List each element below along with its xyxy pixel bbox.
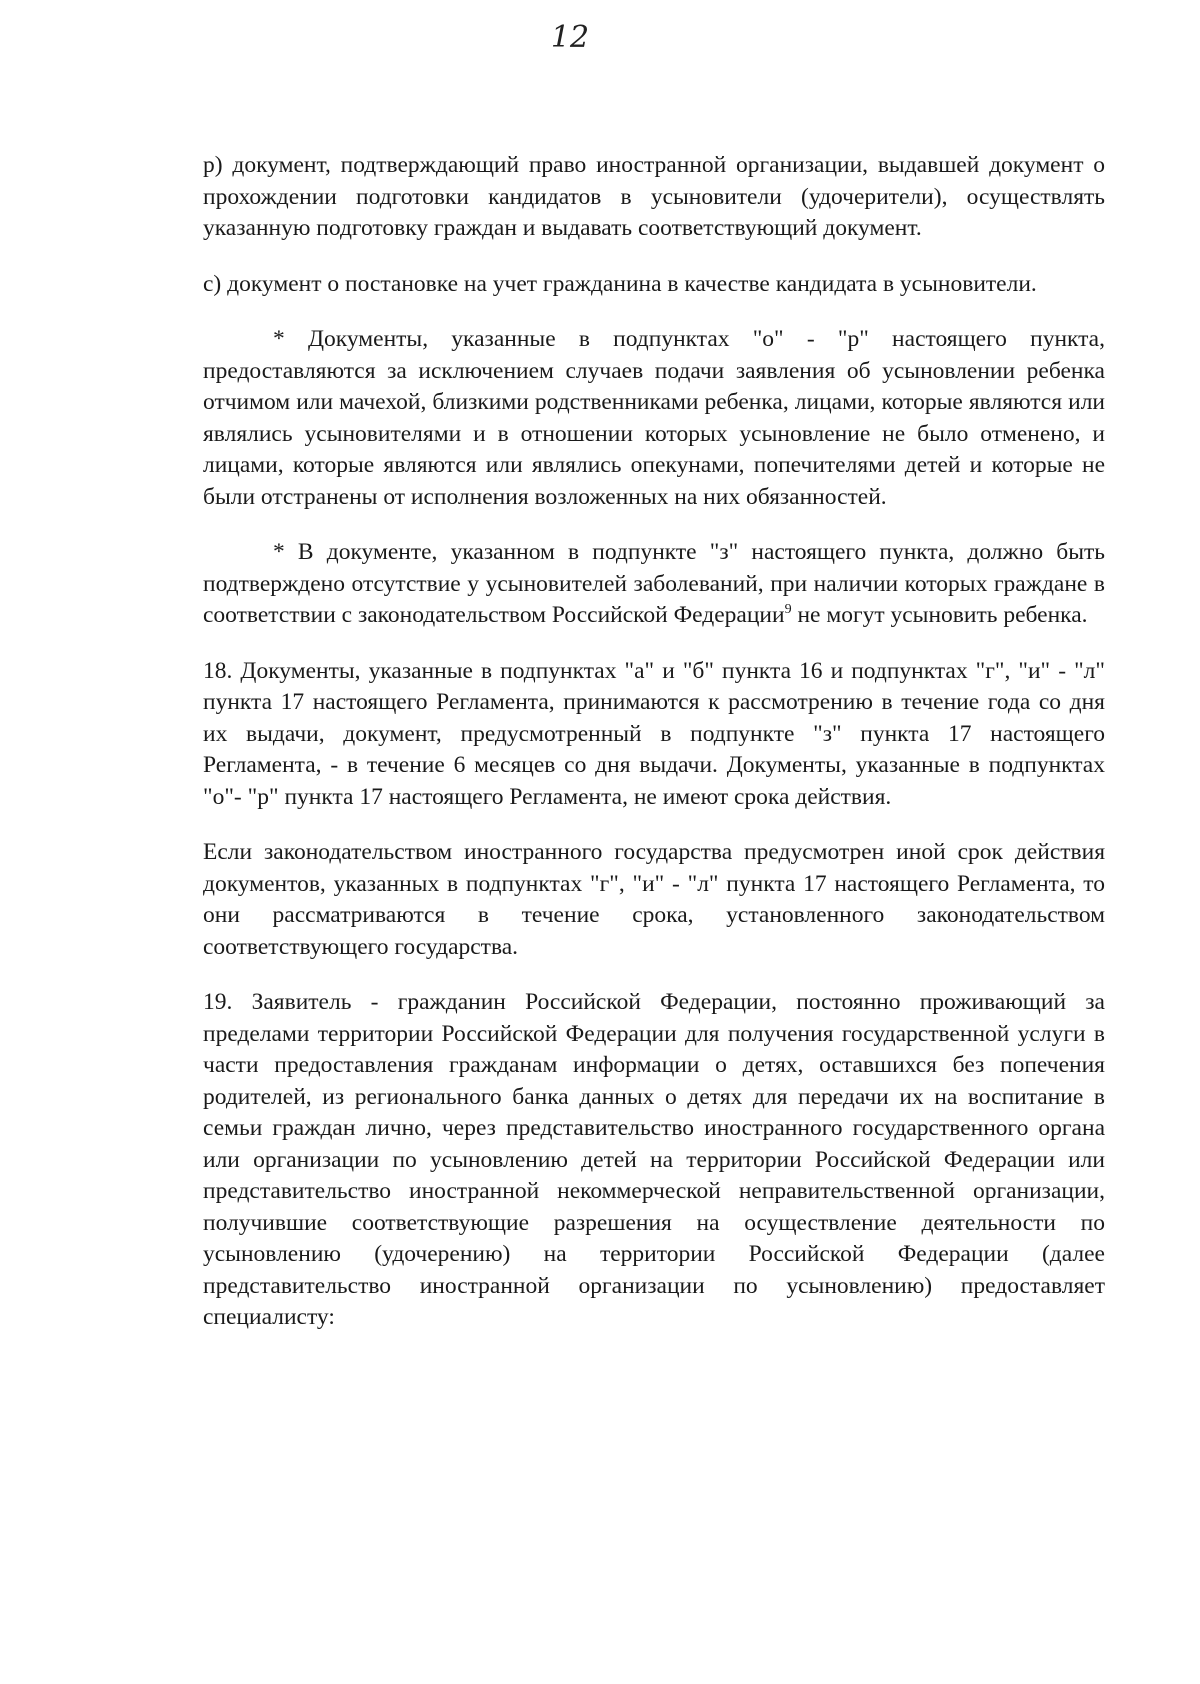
paragraph-subitem-s: с) документ о постановке на учет гражданина в качестве кандидата в усыновители.: [203, 270, 1037, 297]
note-health-text: * В документе, указанном в подпункте "з" настоящего пункта, должно быть подтверждено отсутствие у усыновителей заболеваний, при наличии которых граждане в соответствии с законодательством Российской Федерации: [203, 539, 1105, 628]
document-body: [203, 150, 1105, 1358]
paragraph-subitem-r: р) документ, подтверждающий право иностранной организации, выдавшей документ о прохождении подготовки кандидатов в усыновители (удочерители), осуществлять указанную подготовку граждан и выдавать соответствующий документ.: [203, 152, 1105, 241]
note-health-tail: не могут усыновить ребенка.: [791, 602, 1088, 628]
paragraph-note-health: [203, 537, 1105, 632]
paragraph-item-18: 18. Документы, указанные в подпунктах "а" и "б" пункта 16 и подпунктах "г", "и" - "л" пункта 17 настоящего Регламента, принимаются к рассмотрению в течение года со дня их выдачи, документ, предусмотренный в подпункте "з" пункта 17 настоящего Регламента, - в течение 6 месяцев со дня выдачи. Документы, указанные в подпунктах "о"- "р" пункта 17 настоящего Регламента, не имеют срока действия.: [203, 657, 1105, 810]
paragraph-note-documents: * Документы, указанные в подпунктах "о" - "р" настоящего пункта, предоставляются за исключением случаев подачи заявления об усыновлении ребенка отчимом или мачехой, близкими родственниками ребенка, лицами, которые являются или являлись усыновителями и в отношении которых усыновление не было отменено, и лицами, которые являются или являлись опекунами, попечителями детей и которые не были отстранены от исполнения возложенных на них обязанностей.: [203, 326, 1105, 510]
footnote-marker: 9: [784, 602, 792, 618]
paragraph-item-19: 19. Заявитель - гражданин Российской Федерации, постоянно проживающий за пределами территории Российской Федерации для получения государственной услуги в части предоставления гражданам информации о детях, оставшихся без попечения родителей, из регионального банка данных о детях для передачи их на воспитание в семьи граждан лично, через представительство иностранного государственного органа или организации по усыновлению детей на территории Российской Федерации или представительство иностранной некоммерческой неправительственной организации, получившие соответствующие разрешения на осуществление деятельности по усыновлению (удочерению) на территории Российской Федерации (далее представительство иностранной организации по усыновлению) предоставляет специалисту:: [203, 989, 1105, 1330]
paragraph-item-18-foreign: Если законодательством иностранного государства предусмотрен иной срок действия документов, указанных в подпунктах "г", "и" - "л" пункта 17 настоящего Регламента, то они рассматриваются в течение срока, установленного законодательством соответствующего государства.: [203, 839, 1105, 960]
page-number: 12: [550, 20, 590, 55]
